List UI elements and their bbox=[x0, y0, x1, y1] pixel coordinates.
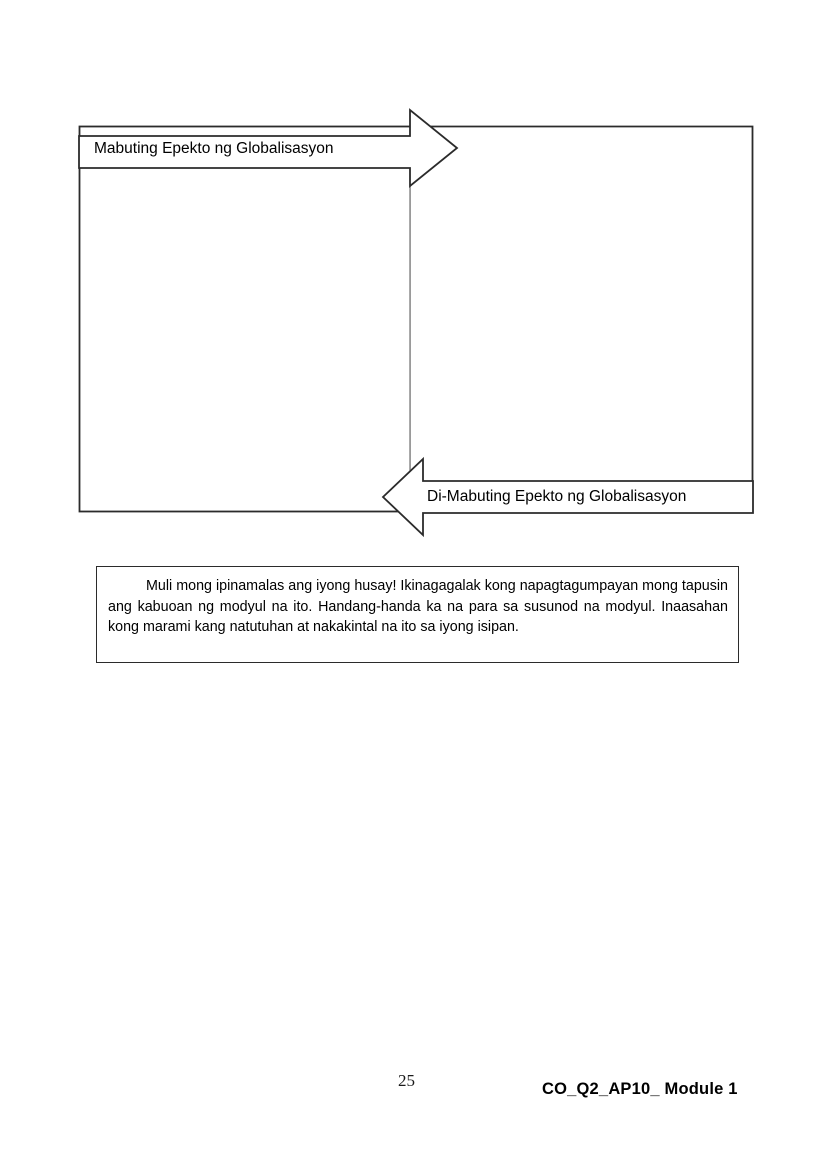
closing-message-box bbox=[96, 566, 739, 663]
globalization-effects-diagram bbox=[0, 0, 828, 560]
closing-message-text: Muli mong ipinamalas ang iyong husay! Ikinagagalak kong napagtagumpayan mong tapusin ang kabuoan ng modyul na ito. Handang-handa ka na para sa susunod na modyul. Inaasahan kong marami kang natutuhan at nakakintal na ito sa iyong isipan. bbox=[108, 578, 728, 635]
page-number: 25 bbox=[398, 1071, 415, 1090]
footer-module-code: CO_Q2_AP10_ Module 1 bbox=[542, 1080, 738, 1098]
bottom-arrow-label: Di-Mabuting Epekto ng Globalisasyon bbox=[427, 488, 687, 505]
left-answer-box[interactable] bbox=[80, 127, 411, 512]
diagram-region bbox=[0, 0, 828, 560]
top-arrow-label: Mabuting Epekto ng Globalisasyon bbox=[94, 140, 334, 157]
right-answer-box[interactable] bbox=[411, 127, 753, 513]
